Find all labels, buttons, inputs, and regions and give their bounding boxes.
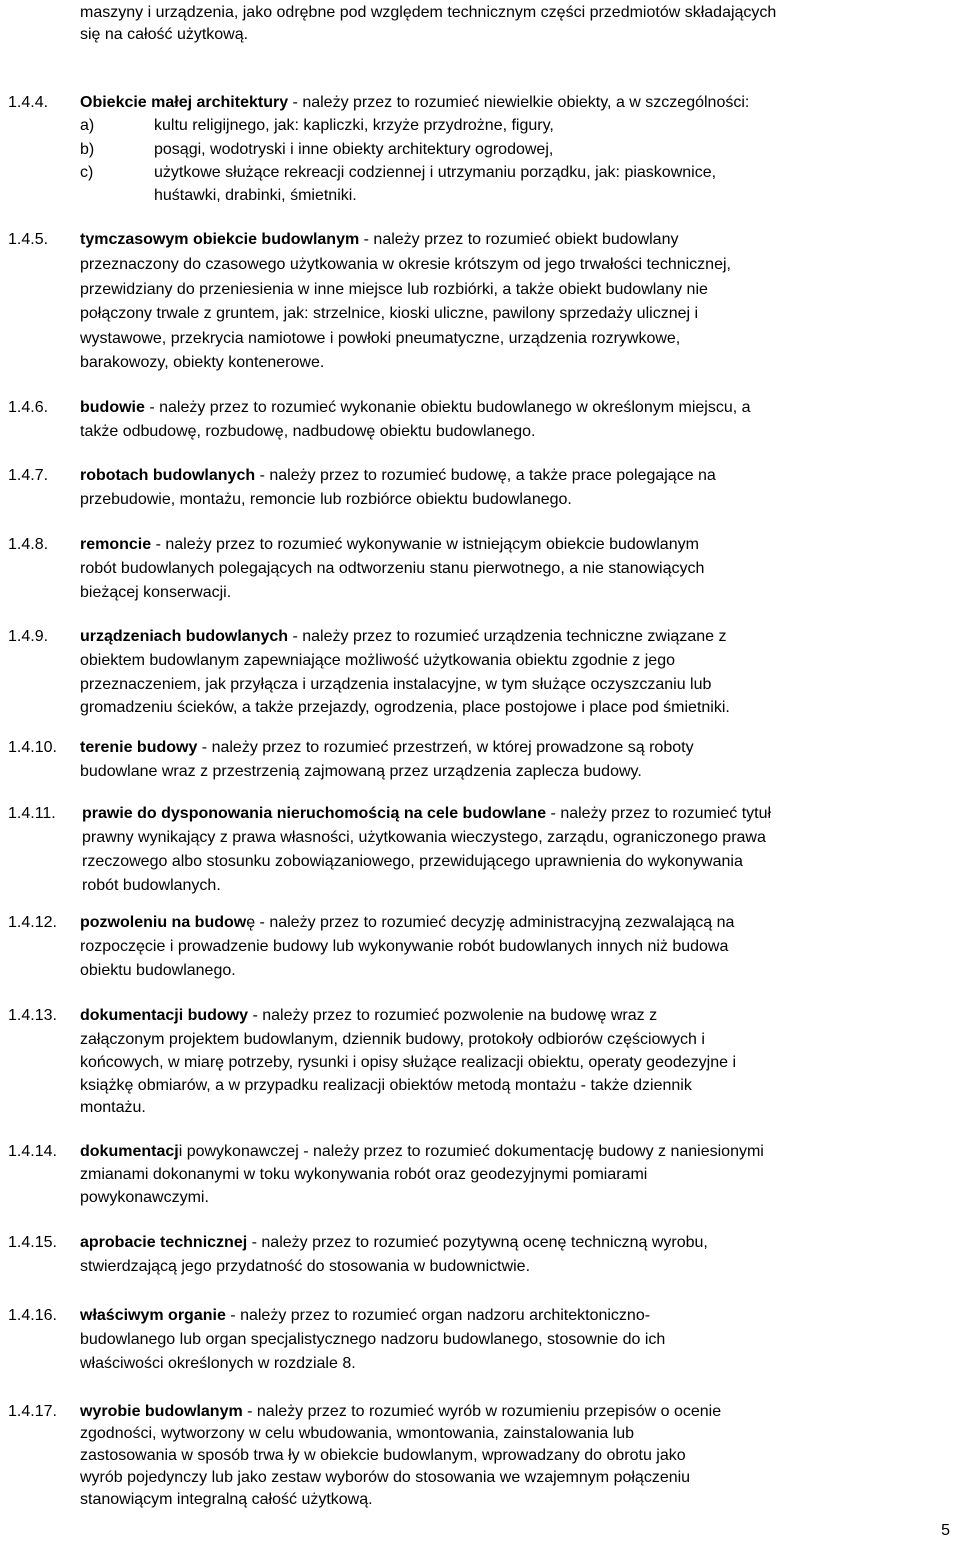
item-line: bieżącej konserwacji. xyxy=(80,584,232,601)
item-line: właściwości określonych w rozdziale 8. xyxy=(80,1355,356,1372)
item-term: tymczasowym obiekcie budowlanym xyxy=(80,231,360,248)
item-line: robót budowlanych. xyxy=(82,877,221,894)
sub-letter: b) xyxy=(80,141,95,158)
item-number: 1.4.11. xyxy=(8,805,56,822)
item-first-rest: - należy przez to rozumieć organ nadzoru architektoniczno- xyxy=(225,1307,651,1324)
item-term: robotach budowlanych xyxy=(80,467,256,484)
item-line: budowlane wraz z przestrzenią zajmowaną przez urządzenia zaplecza budowy. xyxy=(80,763,642,780)
item-first-rest: - należy przez to rozumieć pozwolenie na budowę wraz z xyxy=(248,1007,658,1024)
item-first-line xyxy=(80,626,726,648)
item-line: robót budowlanych polegających na odtworzeniu stanu pierwotnego, a nie stanowiących xyxy=(80,560,705,577)
item-line: obiektu budowlanego. xyxy=(80,962,236,979)
item-first-line xyxy=(80,1305,650,1327)
item-first-line xyxy=(80,534,699,556)
item-line: rzeczowego albo stosunku zobowiązaniowego, przewidującego uprawnienia do wykonywania xyxy=(82,853,743,870)
item-first-rest: - należy przez to rozumieć przestrzeń, w której prowadzone są roboty xyxy=(197,739,694,756)
item-first-rest: - należy przez to rozumieć wyrób w rozumieniu przepisów o ocenie xyxy=(242,1403,722,1420)
item-first-rest: - należy przez to rozumieć pozytywną ocenę techniczną wyrobu, xyxy=(247,1234,708,1251)
sub-text: huśtawki, drabinki, śmietniki. xyxy=(154,187,357,204)
sub-text: posągi, wodotryski i inne obiekty architektury ogrodowej, xyxy=(154,141,554,158)
item-first-line xyxy=(80,1401,721,1423)
item-first-rest: - należy przez to rozumieć obiekt budowlany xyxy=(359,231,679,248)
item-line: zastosowania w sposób trwa ły w obiekcie budowlanym, wprowadzany do obrotu jako xyxy=(80,1447,686,1464)
item-number: 1.4.8. xyxy=(8,536,49,553)
item-term: Obiekcie małej architektury xyxy=(80,94,289,111)
item-term: budowie xyxy=(80,399,145,416)
sub-letter: a) xyxy=(80,117,95,134)
item-number: 1.4.12. xyxy=(8,914,57,931)
item-line: także odbudowę, rozbudowę, nadbudowę obiektu budowlanego. xyxy=(80,423,536,440)
item-first-line xyxy=(80,737,694,759)
item-line: barakowozy, obiekty kontenerowe. xyxy=(80,354,325,371)
item-line: wyrób pojedynczy lub jako zestaw wyborów do stosowania we wzajemnym połączeniu xyxy=(80,1469,691,1486)
item-line: przeznaczony do czasowego użytkowania w okresie krótszym od jego trwałości technicznej, xyxy=(80,256,731,273)
item-term: dokumentacj xyxy=(80,1143,179,1160)
item-line: stwierdzającą jego przydatność do stosowania w budownictwie. xyxy=(80,1258,531,1275)
item-line: gromadzeniu ścieków, a także przejazdy, ogrodzenia, place postojowe i place pod śmietniki. xyxy=(80,699,730,716)
item-first-line xyxy=(82,803,771,825)
item-first-line xyxy=(80,912,734,934)
item-line: zmianami dokonanymi w toku wykonywania robót oraz geodezyjnymi pomiarami xyxy=(80,1166,648,1183)
page-number: 5 xyxy=(941,1522,950,1539)
item-first-rest: - należy przez to rozumieć wykonywanie w istniejącym obiekcie budowlanym xyxy=(151,536,699,553)
item-number: 1.4.5. xyxy=(8,231,49,248)
item-number: 1.4.13. xyxy=(8,1007,57,1024)
item-line: przeznaczeniem, jak przyłącza i urządzenia instalacyjne, w tym służące oczyszczaniu lub xyxy=(80,676,712,693)
item-line: rozpoczęcie i prowadzenie budowy lub wykonywanie robót budowlanych innych niż budowa xyxy=(80,938,729,955)
item-first-line xyxy=(80,1232,708,1254)
item-line: wystawowe, przekrycia namiotowe i powłoki pneumatyczne, urządzenia rozrywkowe, xyxy=(80,330,681,347)
item-term-rest: ę xyxy=(246,914,256,931)
item-line: budowlanego lub organ specjalistycznego nadzoru budowlanego, stosownie do ich xyxy=(80,1331,666,1348)
item-number: 1.4.10. xyxy=(8,739,57,756)
item-term: wyrobie budowlanym xyxy=(80,1403,243,1420)
item-number: 1.4.9. xyxy=(8,628,49,645)
item-line: książkę obmiarów, a w przypadku realizacji obiektów metodą montażu - także dziennik xyxy=(80,1077,692,1094)
item-first-line xyxy=(80,1005,657,1027)
intro-line-2: się na całość użytkową. xyxy=(80,26,249,43)
item-first-rest: powykonawczej - należy przez to rozumieć dokumentację budowy z naniesionymi xyxy=(182,1143,764,1160)
item-number: 1.4.17. xyxy=(8,1403,57,1420)
item-first-rest: - należy przez to rozumieć niewielkie obiekty, a w szczególności: xyxy=(288,94,750,111)
item-term: aprobacie technicznej xyxy=(80,1234,248,1251)
item-first-line xyxy=(80,465,716,487)
item-first-line xyxy=(80,229,678,251)
item-term-rest: i xyxy=(178,1143,183,1160)
item-line: montażu. xyxy=(80,1099,146,1116)
item-number: 1.4.6. xyxy=(8,399,49,416)
item-number: 1.4.4. xyxy=(8,94,49,111)
intro-line-1: maszyny i urządzenia, jako odrębne pod względem technicznym części przedmiotów składających xyxy=(80,4,777,21)
item-term: dokumentacji budowy xyxy=(80,1007,249,1024)
item-line: połączony trwale z gruntem, jak: strzelnice, kioski uliczne, pawilony sprzedaży ulicznej i xyxy=(80,305,699,322)
item-term: urządzeniach budowlanych xyxy=(80,628,289,645)
item-line: zgodności, wytworzony w celu wbudowania, wmontowania, zainstalowania lub xyxy=(80,1425,635,1442)
item-first-rest: - należy przez to rozumieć decyzję administracyjną zezwalającą na xyxy=(255,914,735,931)
item-number: 1.4.14. xyxy=(8,1143,57,1160)
item-first-line xyxy=(80,1141,764,1163)
sub-text: użytkowe służące rekreacji codziennej i utrzymaniu porządku, jak: piaskownice, xyxy=(154,164,717,181)
item-term: pozwoleniu na budow xyxy=(80,914,247,931)
item-line: powykonawczymi. xyxy=(80,1189,209,1206)
item-line: prawny wynikający z prawa własności, użytkowania wieczystego, zarządu, ograniczonego prawa xyxy=(82,829,766,846)
item-first-line xyxy=(80,397,751,419)
item-number: 1.4.15. xyxy=(8,1234,57,1251)
item-first-rest: - należy przez to rozumieć tytuł xyxy=(546,805,772,822)
item-term: remoncie xyxy=(80,536,152,553)
item-number: 1.4.7. xyxy=(8,467,49,484)
sub-letter: c) xyxy=(80,164,94,181)
item-line: załączonym projektem budowlanym, dziennik budowy, protokoły odbiorów częściowych i xyxy=(80,1031,705,1048)
item-line: końcowych, w miarę potrzeby, rysunki i opisy służące realizacji obiektu, operaty geodezyjne i xyxy=(80,1054,737,1071)
item-line: przebudowie, montażu, remoncie lub rozbiórce obiektu budowlanego. xyxy=(80,491,572,508)
item-first-rest: - należy przez to rozumieć wykonanie obiektu budowlanego w określonym miejscu, a xyxy=(144,399,751,416)
sub-text: kultu religijnego, jak: kapliczki, krzyże przydrożne, figury, xyxy=(154,117,554,134)
item-line: stanowiącym integralną całość użytkową. xyxy=(80,1491,373,1508)
item-line: przewidziany do przeniesienia w inne miejsce lub rozbiórki, a także obiekt budowlany nie xyxy=(80,281,708,298)
item-number: 1.4.16. xyxy=(8,1307,57,1324)
item-first-line xyxy=(80,92,749,114)
item-term: terenie budowy xyxy=(80,739,198,756)
item-term: prawie do dysponowania nieruchomością na cele budowlane xyxy=(82,805,547,822)
item-first-rest: - należy przez to rozumieć urządzenia techniczne związane z xyxy=(288,628,727,645)
item-first-rest: - należy przez to rozumieć budowę, a także prace polegające na xyxy=(255,467,716,484)
item-term: właściwym organie xyxy=(80,1307,226,1324)
item-line: obiektem budowlanym zapewniające możliwość użytkowania obiektu zgodnie z jego xyxy=(80,652,675,669)
